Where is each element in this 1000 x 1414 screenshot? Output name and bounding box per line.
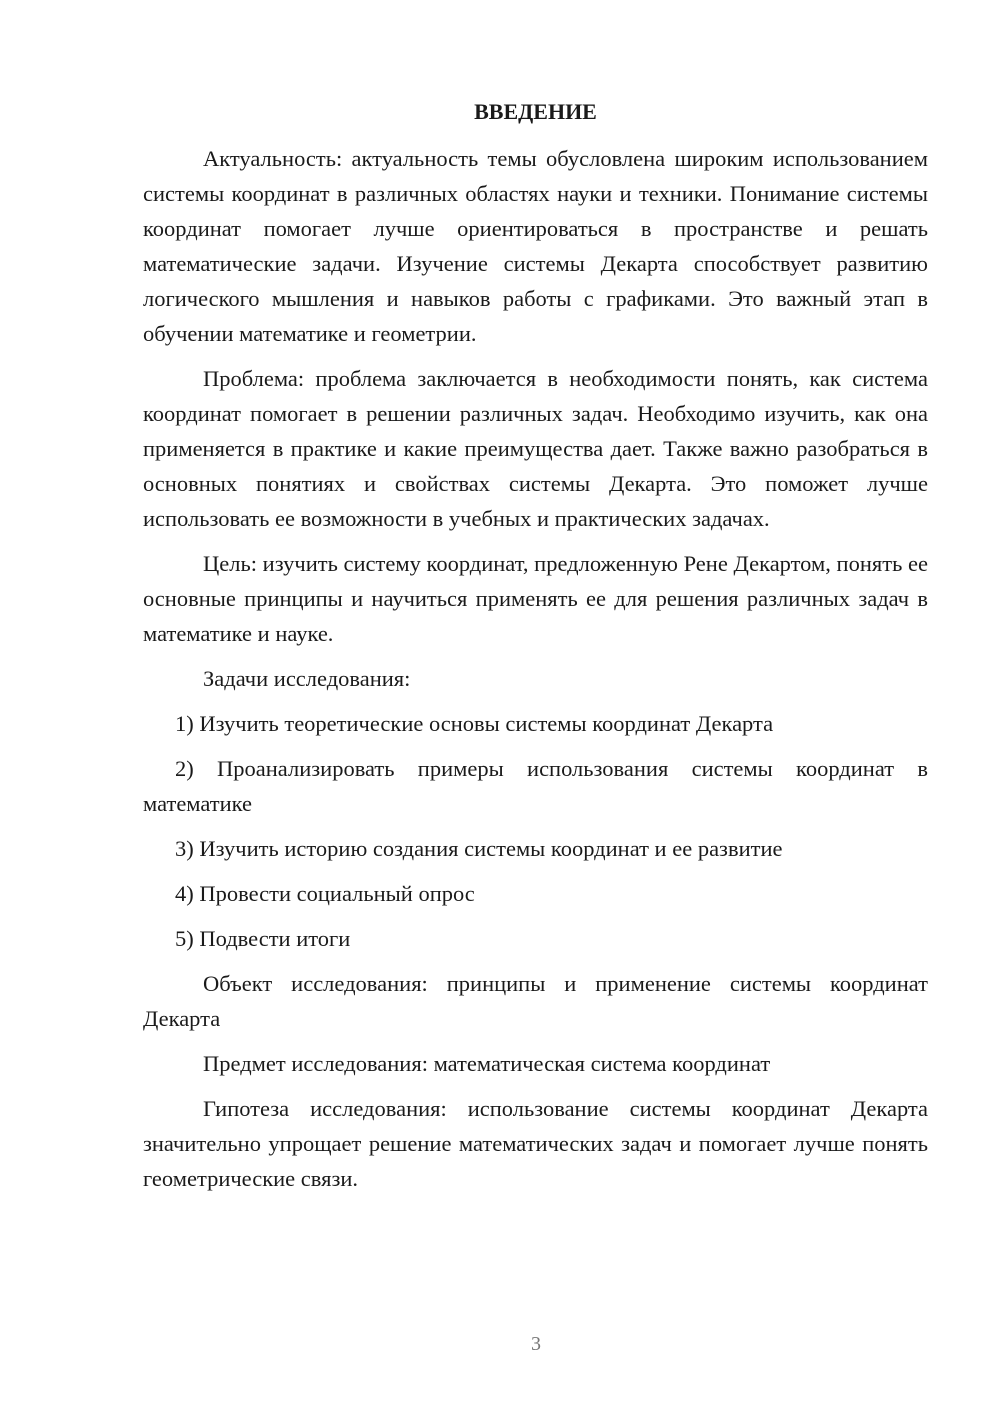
page-number: 3 — [531, 1333, 541, 1355]
paragraph-hypothesis: Гипотеза исследования: использование системы координат Декарта значительно упрощает решение математических задач и помогает лучше понять геометрические связи. — [143, 1096, 928, 1191]
task-item: 4) Провести социальный опрос — [175, 881, 475, 906]
paragraph-problem: Проблема: проблема заключается в необходимости понять, как система координат помогает в решении различных задач. Необходимо изучить, как она применяется в практике и какие преимущества дает. Также важно разобраться в основных понятиях и свойствах системы Декарта. Это поможет лучше использовать ее возможности в учебных и практических задачах. — [143, 366, 928, 531]
task-item: 3) Изучить историю создания системы координат и ее развитие — [175, 836, 783, 861]
page-title: ВВЕДЕНИЕ — [474, 99, 597, 124]
task-item: 2) Проанализировать примеры использования системы координат в математике — [143, 756, 928, 816]
task-item: 1) Изучить теоретические основы системы координат Декарта — [175, 711, 774, 736]
paragraph-subject: Предмет исследования: математическая система координат — [203, 1051, 771, 1076]
task-item: 5) Подвести итоги — [175, 926, 351, 951]
paragraph-object: Объект исследования: принципы и применение системы координат Декарта — [143, 971, 928, 1031]
page-content — [143, 94, 928, 1206]
paragraph-goal: Цель: изучить систему координат, предложенную Рене Декартом, понять ее основные принципы и научиться применять ее для решения различных задач в математике и науке. — [143, 551, 928, 646]
tasks-heading: Задачи исследования: — [203, 666, 411, 691]
paragraph-relevance: Актуальность: актуальность темы обусловлена широким использованием системы координат в различных областях науки и техники. Понимание системы координат помогает лучше ориентироваться в пространстве и решать математические задачи. Изучение системы Декарта способствует развитию логического мышления и навыков работы с графиками. Это важный этап в обучении математике и геометрии. — [143, 146, 928, 346]
